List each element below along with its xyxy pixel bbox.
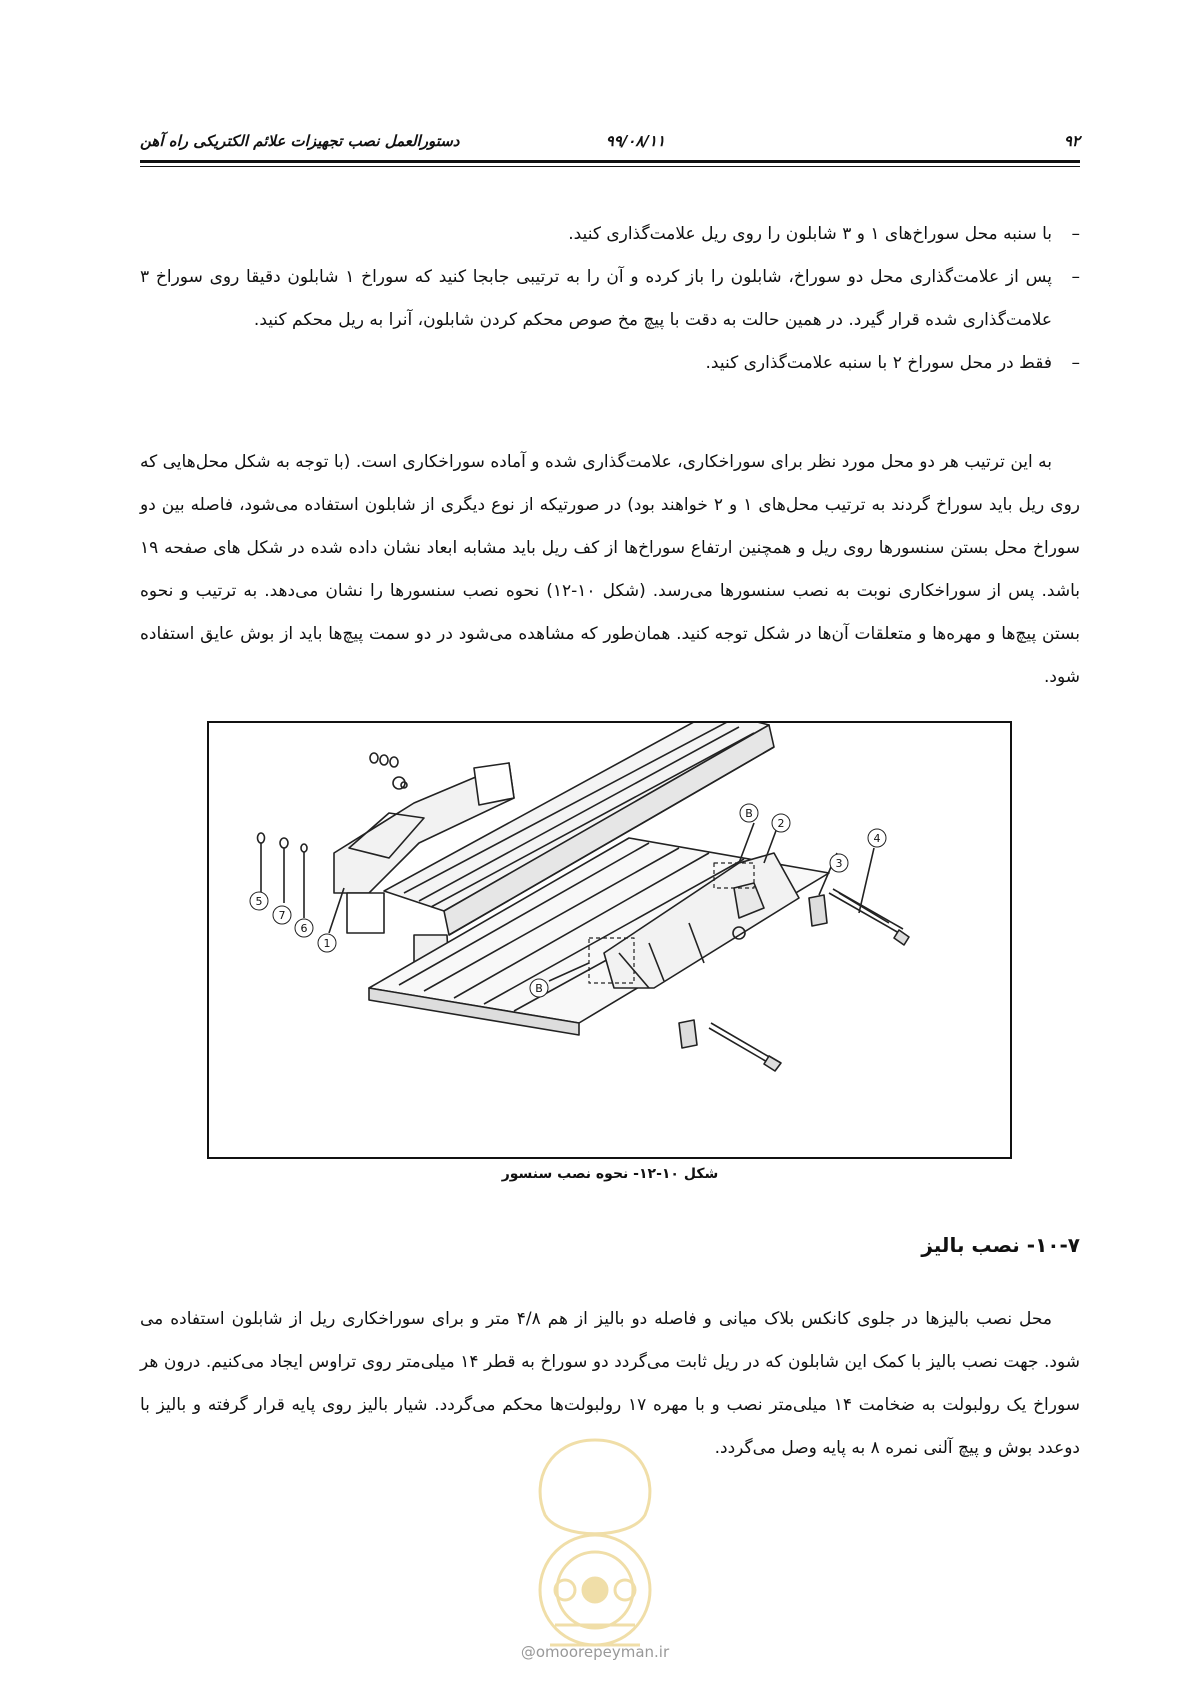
bullet-dash: – — [1071, 224, 1080, 244]
page-number: ۹۲ — [1063, 132, 1080, 150]
bullet-text: فقط در محل سوراخ ۲ با سنبه علامت‌گذاری کنید. — [705, 353, 1052, 373]
bullet-list — [140, 213, 1080, 385]
callout-7 — [273, 906, 291, 924]
callout-4 — [868, 829, 886, 847]
bullet-dash: – — [1071, 353, 1080, 373]
callout-3 — [830, 854, 848, 872]
exploded-diagram — [209, 723, 1010, 1157]
header-rule-thin — [140, 166, 1080, 167]
header-rule-thick — [140, 160, 1080, 163]
watermark-logo — [490, 1420, 700, 1660]
callout-1 — [318, 934, 336, 952]
callout-label: 4 — [873, 832, 881, 845]
callout-6 — [295, 919, 313, 937]
body-paragraph: به این ترتیب هر دو محل مورد نظر برای سوراخکاری، علامت‌گذاری شده و آماده سوراخکاری است. (با توجه به شکل محل‌هایی که روی ریل باید سوراخ گردند به ترتیب محل‌های ۱ و ۲ خواهند بود) در صورتیکه از نوع دیگری از شابلون استفاده می‌شود، فاصله بین دو سوراخ محل بستن سنسورها روی ریل و همچنین ارتفاع سوراخ‌ها از کف ریل باید مشابه ابعاد نشان داده شده در شکل های صفحه ۱۹ باشد. پس از سوراخکاری نوبت به نصب سنسورها می‌رسد. (شکل ۱۰-۱۲) نحوه نصب سنسورها را نشان می‌دهد. به ترتیب و نحوه بستن پیچ‌ها و مهره‌ها و متعلقات آن‌ها در شکل توجه کنید. همان‌طور که مشاهده می‌شود در دو سمت پیچ‌ها باید از بوش عایق استفاده شود. — [140, 452, 1080, 687]
header-date: ۹۹/۰۸/۱۱ — [605, 132, 665, 150]
callout-label: B — [535, 982, 543, 995]
callout-5 — [250, 892, 268, 910]
callout-label: 6 — [300, 922, 308, 935]
header-title: دستورالعمل نصب تجهیزات علائم الکتریکی راه آهن — [140, 132, 460, 150]
callout-2 — [772, 814, 790, 832]
page-header — [140, 128, 1080, 160]
callout-label: 3 — [835, 857, 843, 870]
callout-label: 5 — [255, 895, 263, 908]
callout-label: B — [745, 807, 753, 820]
list-item — [140, 342, 1080, 385]
callout-b-lower — [530, 979, 548, 997]
bullet-dash: – — [1071, 267, 1080, 287]
bullet-text: پس از علامت‌گذاری محل دو سوراخ، شابلون را باز کرده و آن را به ترتیبی جابجا کنید که سوراخ ۱ شابلون دقیقا روی سوراخ ۳ علامت‌گذاری شده قرار گیرد. در همین حالت به دقت با پیچ مخ صوص محکم کردن شابلون، آنرا به ریل محکم کنید. — [140, 267, 1052, 330]
bullet-text: با سنبه محل سوراخ‌های ۱ و ۳ شابلون را روی ریل علامت‌گذاری کنید. — [568, 224, 1052, 244]
callout-label: 7 — [278, 909, 286, 922]
callout-label: 2 — [777, 817, 785, 830]
list-item — [140, 256, 1080, 342]
body-paragraph: محل نصب بالیزها در جلوی کانکس بلاک میانی و فاصله دو بالیز از هم ۴/۸ متر و برای سوراخکاری ریل از شابلون استفاده می شود. جهت نصب بالیز با کمک این شابلون که در ریل ثابت می‌گردد دو سوراخ به قطر ۱۴ میلی‌متر روی تراوس ایجاد می‌کنیم. درون هر سوراخ یک رولبولت به ضخامت ۱۴ میلی‌متر نصب و با مهره ۱۷ رولبولت‌ها محکم می‌گردد. شیار بالیز روی پایه قرار گرفته و بالیز با دوعدد بوش و پیچ آلنی نمره ۸ به پایه وصل می‌گردد. — [140, 1309, 1081, 1458]
figure-caption: شکل ۱۰-۱۲- نحوه نصب سنسور — [501, 1166, 719, 1182]
sensor-installation-figure — [207, 721, 1012, 1159]
list-item — [140, 213, 1080, 256]
callout-b-upper — [740, 804, 758, 822]
watermark-text: @omoorepeyman.ir — [520, 1643, 670, 1661]
section-heading: ۱۰-۷- نصب بالیز — [921, 1233, 1080, 1257]
callout-label: 1 — [323, 937, 331, 950]
